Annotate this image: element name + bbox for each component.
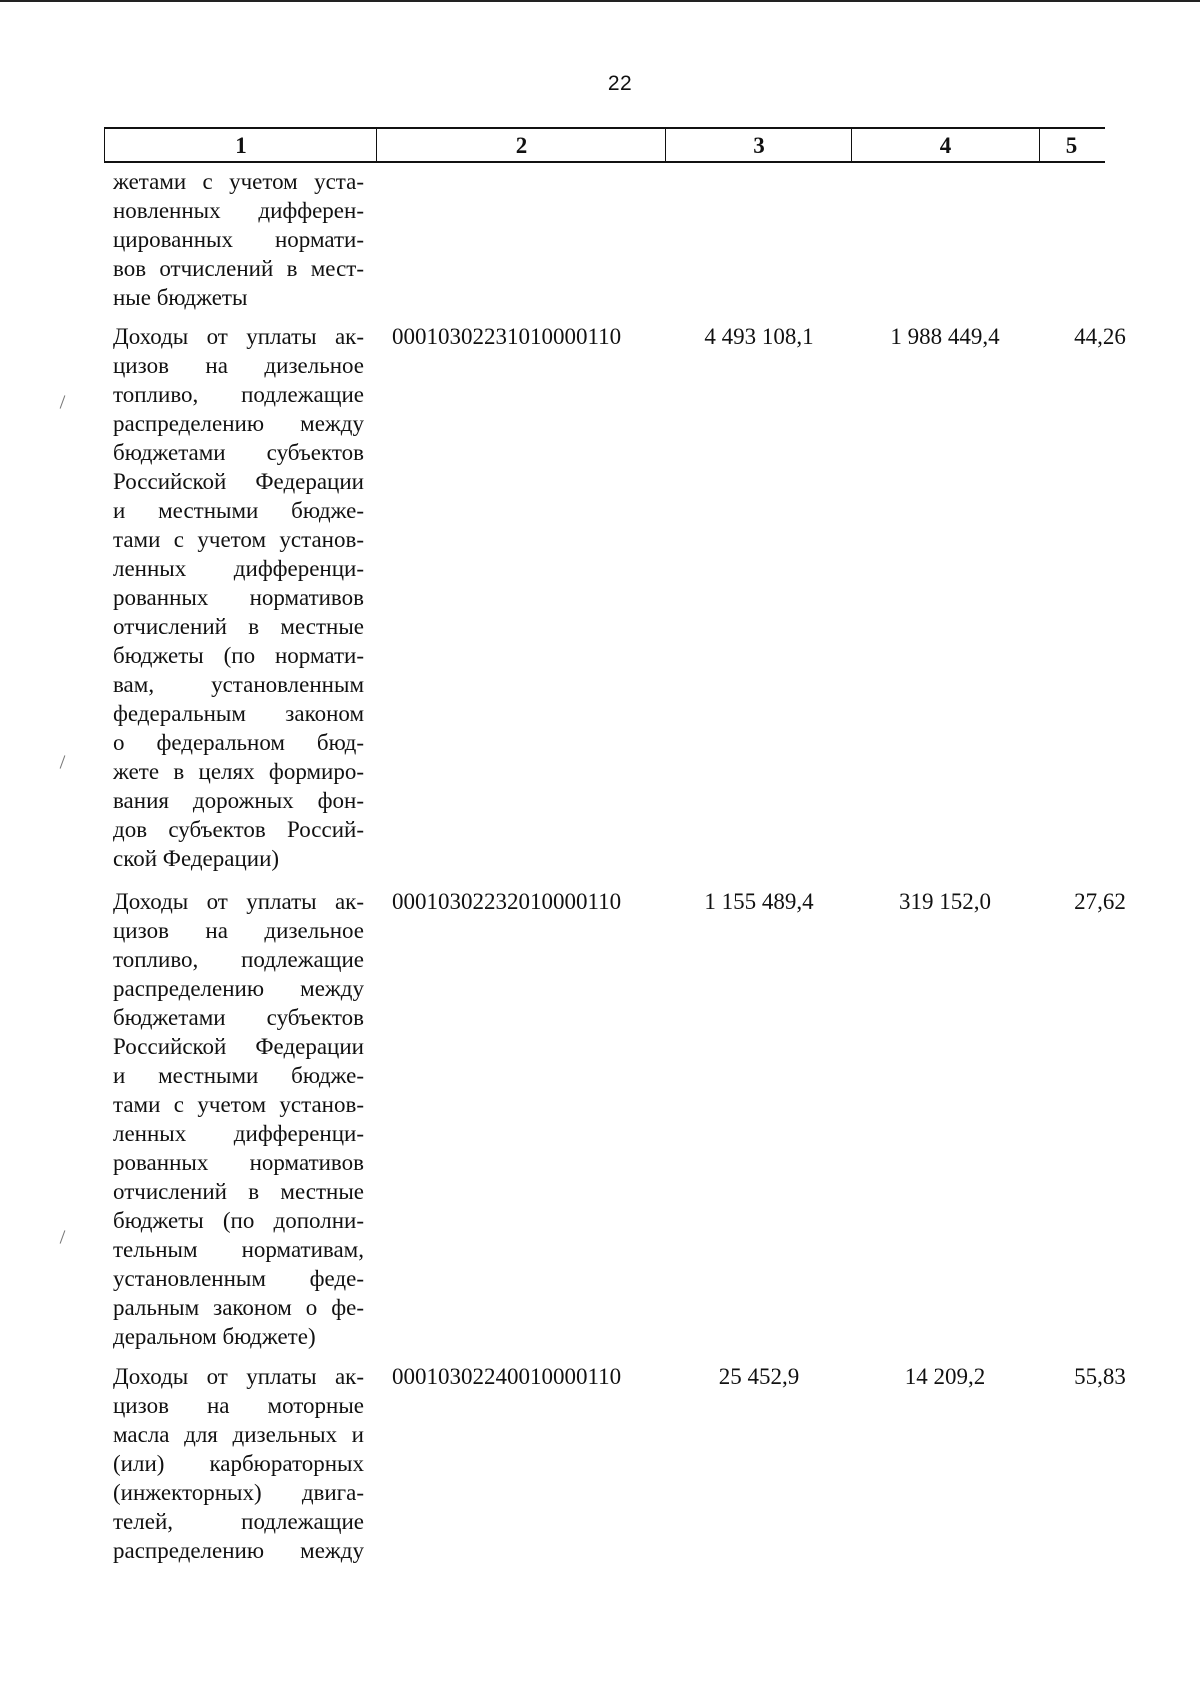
description-line: цизов на дизельное [113, 353, 364, 378]
description-line: бюджетами субъектов [113, 1005, 364, 1030]
description-line: жете в целях формиро- [113, 759, 364, 784]
description-line: Доходы от уплаты ак- [113, 1364, 364, 1389]
description-line: (инжекторных) двига- [113, 1480, 364, 1505]
scan-margin-mark [60, 755, 66, 768]
value-col-5: 27,62 [1074, 889, 1126, 914]
description-line: Доходы от уплаты ак- [113, 324, 364, 349]
description-line: установленным феде- [113, 1266, 364, 1291]
description-line: Доходы от уплаты ак- [113, 889, 364, 914]
row-description [113, 167, 364, 312]
description-line: о федеральном бюд- [113, 730, 364, 755]
description-line: тами с учетом установ- [113, 1092, 364, 1117]
description-line: распределению между [113, 411, 364, 436]
description-line: и местными бюдже- [113, 1063, 364, 1088]
description-line: отчислений в местные [113, 1179, 364, 1204]
value-col-5: 55,83 [1074, 1364, 1126, 1389]
description-line: бюджеты (по дополни- [113, 1208, 364, 1233]
description-line: деральном бюджете) [113, 1324, 316, 1349]
page-top-edge [0, 0, 1200, 2]
description-line: цированных нормати- [113, 227, 364, 252]
description-line: дов субъектов Россий- [113, 817, 364, 842]
description-line: Российской Федерации [113, 469, 364, 494]
description-line: цизов на дизельное [113, 918, 364, 943]
description-line: (или) карбюраторных [113, 1451, 364, 1476]
description-line: отчислений в местные [113, 614, 364, 639]
description-line: топливо, подлежащие [113, 382, 364, 407]
description-line: и местными бюдже- [113, 498, 364, 523]
header-col-1: 1 [104, 129, 377, 161]
value-col-4: 1 988 449,4 [890, 324, 1000, 349]
value-col-4: 319 152,0 [899, 889, 991, 914]
header-col-5: 5 [1065, 133, 1078, 158]
description-line: бюджетами субъектов [113, 440, 364, 465]
description-line: новленных дифферен- [113, 198, 364, 223]
description-line: распределению между [113, 976, 364, 1001]
description-line: бюджеты (по нормати- [113, 643, 364, 668]
description-line: вания дорожных фон- [113, 788, 364, 813]
description-line: телей, подлежащие [113, 1509, 364, 1534]
row-description [113, 887, 364, 1351]
value-col-3: 4 493 108,1 [704, 324, 814, 349]
description-line: цизов на моторные [113, 1393, 364, 1418]
header-col-4: 4 [851, 129, 1040, 161]
row-description [113, 1362, 364, 1565]
value-col-3: 1 155 489,4 [704, 889, 814, 914]
description-line: масла для дизельных и [113, 1422, 364, 1447]
description-line: ской Федерации) [113, 846, 280, 871]
description-line: топливо, подлежащие [113, 947, 364, 972]
description-line: вам, установленным [113, 672, 364, 697]
description-line: жетами с учетом уста- [113, 169, 364, 194]
description-line: ленных дифференци- [113, 1121, 364, 1146]
description-line: ральным законом о фе- [113, 1295, 364, 1320]
table-header-row [104, 127, 1105, 163]
description-line: ные бюджеты [113, 285, 248, 310]
description-line: рованных нормативов [113, 585, 364, 610]
value-col-4: 14 209,2 [904, 1364, 986, 1389]
description-line: рованных нормативов [113, 1150, 364, 1175]
header-col-3: 3 [665, 129, 852, 161]
row-description [113, 322, 364, 873]
description-line: Российской Федерации [113, 1034, 364, 1059]
budget-code: 00010302240010000110 [392, 1364, 622, 1389]
description-line: вов отчислений в мест- [113, 256, 364, 281]
description-line: распределению между [113, 1538, 364, 1563]
budget-code: 00010302231010000110 [392, 324, 622, 349]
description-line: тами с учетом установ- [113, 527, 364, 552]
scan-margin-mark [60, 1230, 66, 1243]
value-col-5: 44,26 [1074, 324, 1126, 349]
description-line: федеральным законом [113, 701, 364, 726]
budget-code: 00010302232010000110 [392, 889, 622, 914]
description-line: тельным нормативам, [113, 1237, 364, 1262]
page-number: 22 [607, 72, 633, 95]
scan-margin-mark [60, 395, 66, 408]
description-line: ленных дифференци- [113, 556, 364, 581]
value-col-3: 25 452,9 [718, 1364, 800, 1389]
header-col-2: 2 [376, 129, 666, 161]
